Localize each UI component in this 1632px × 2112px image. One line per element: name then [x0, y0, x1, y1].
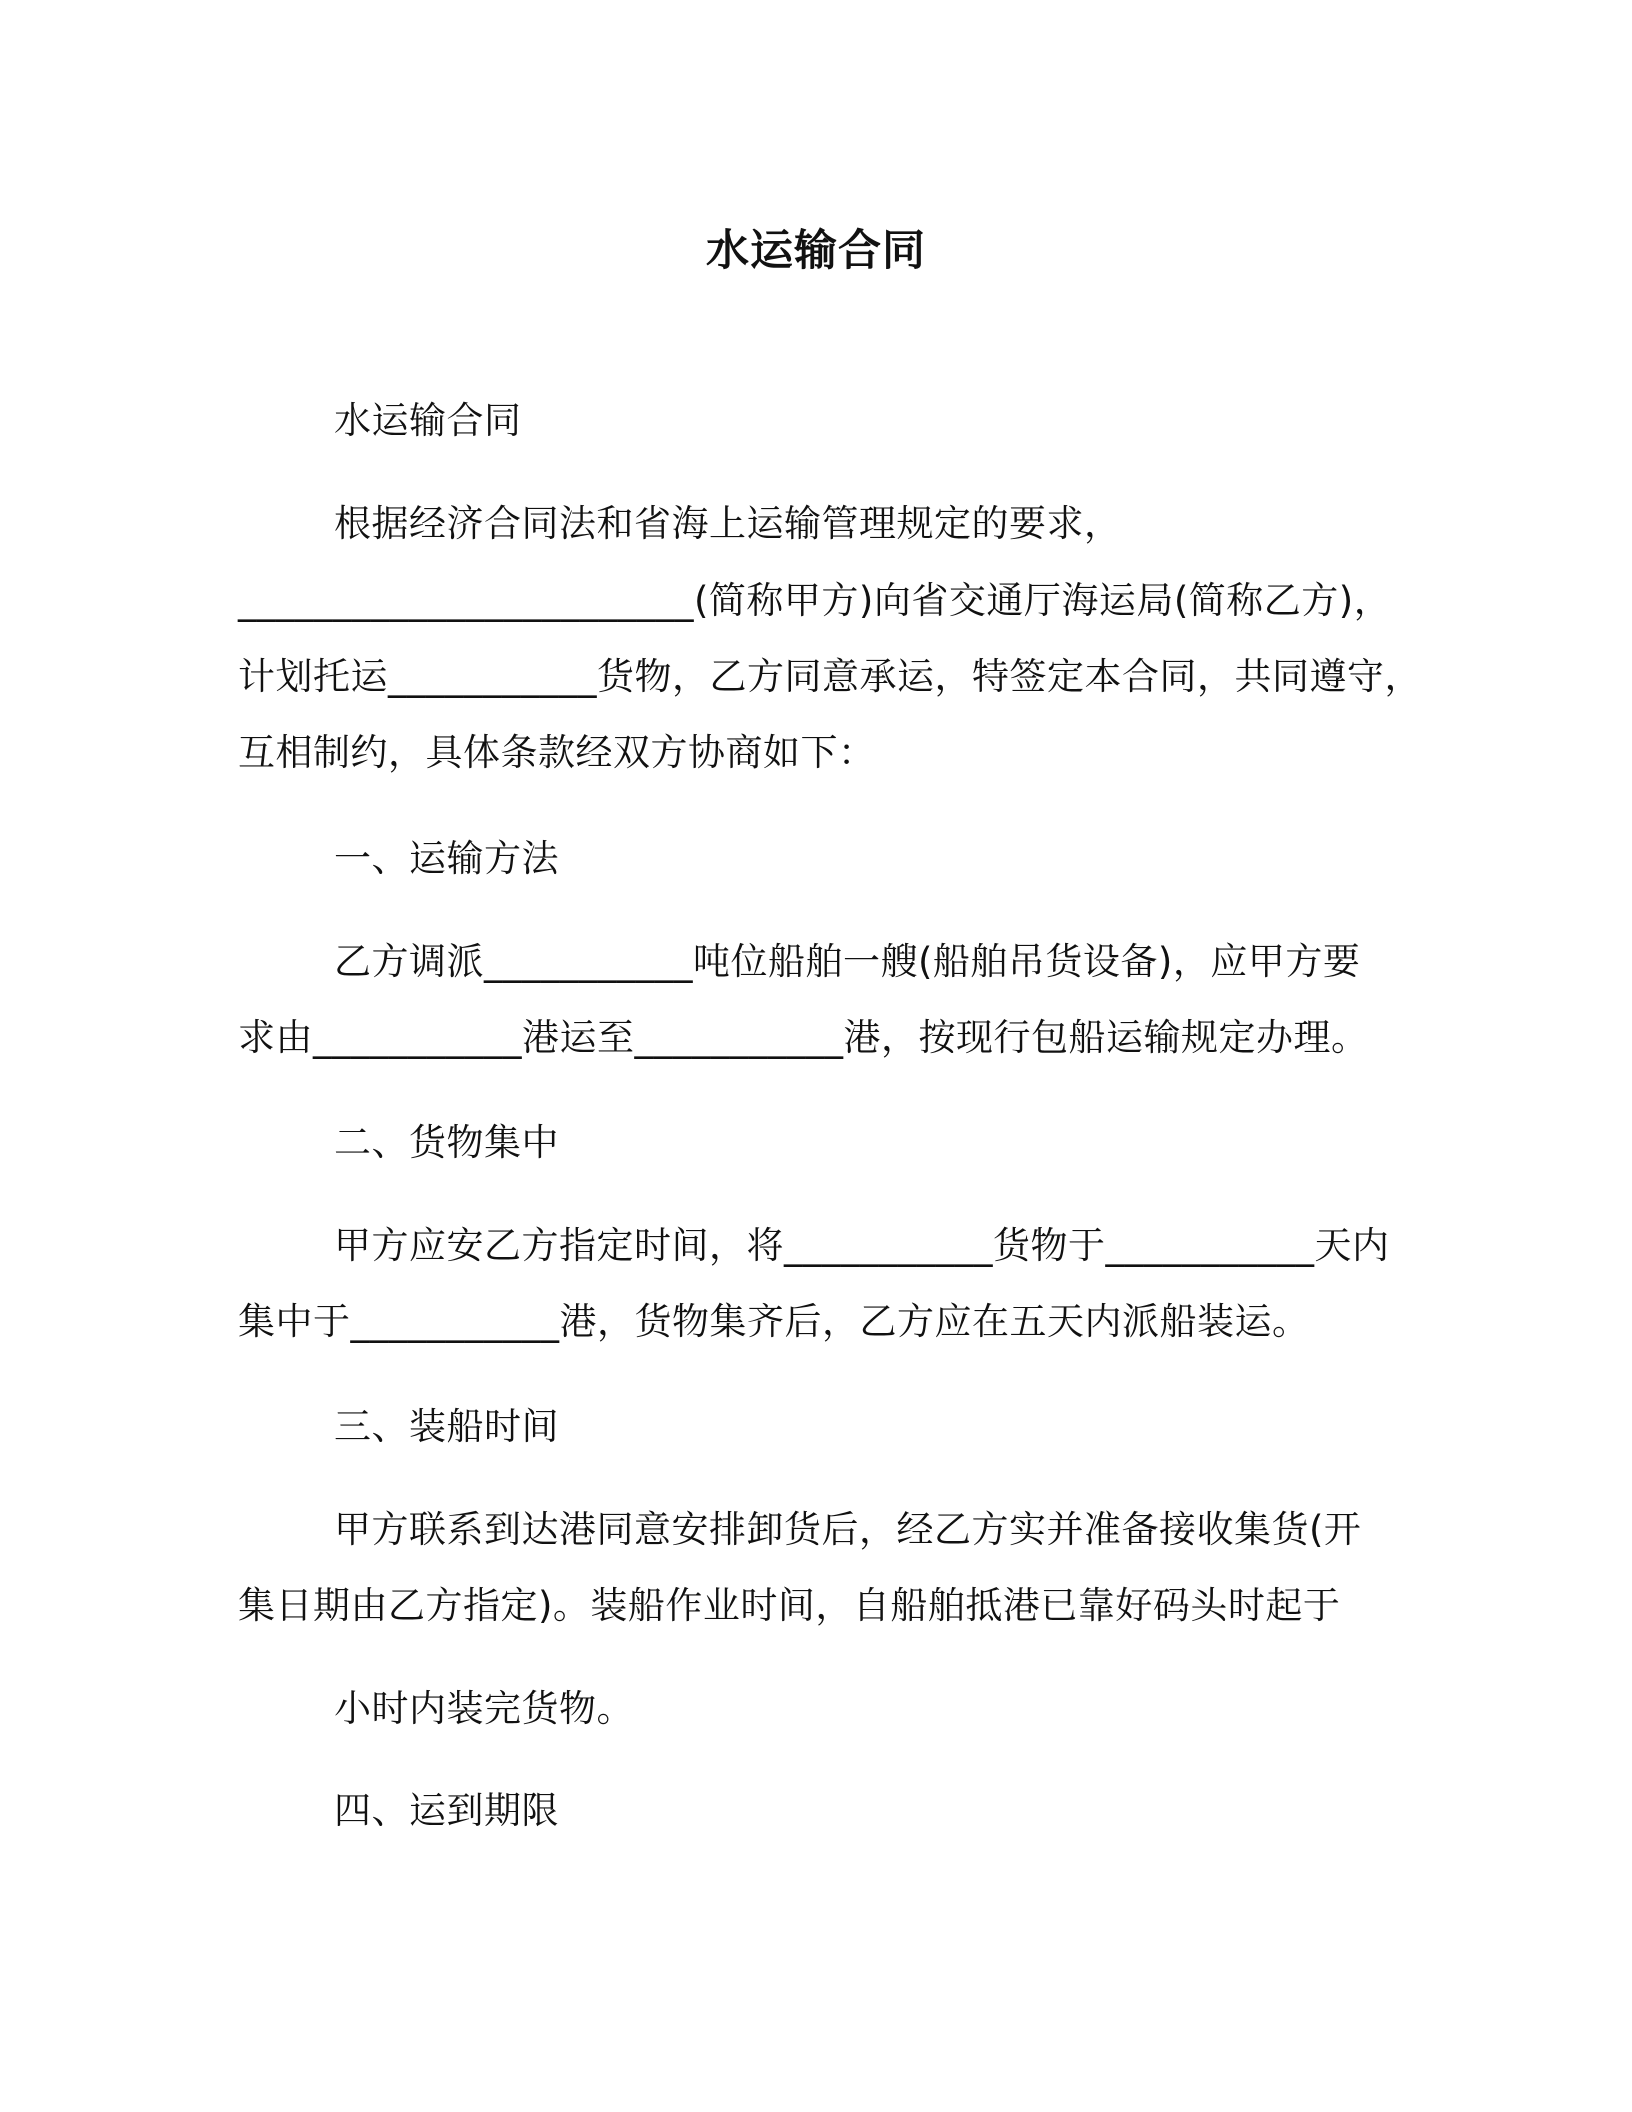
section-2-line-2: 集中于___________港，货物集齐后，乙方应在五天内派船装运。 [238, 1300, 1310, 1343]
section-3-line-1: 甲方联系到达港同意安排卸货后，经乙方实并准备接收集货(开 [334, 1508, 1362, 1551]
section-1-heading: 一、运输方法 [334, 837, 559, 880]
preamble-line-4: 互相制约，具体条款经双方协商如下： [238, 731, 876, 774]
section-2-heading: 二、货物集中 [334, 1121, 559, 1164]
intro-heading: 水运输合同 [334, 399, 522, 442]
section-2-line-1: 甲方应安乙方指定时间，将___________货物于___________天内 [334, 1224, 1390, 1267]
preamble-line-2: ________________________(简称甲方)向省交通厅海运局(简称乙方)， [238, 579, 1392, 622]
section-3-heading: 三、装船时间 [334, 1405, 559, 1448]
section-3-line-3: 小时内装完货物。 [334, 1687, 634, 1730]
section-4-heading: 四、运到期限 [334, 1789, 559, 1832]
preamble-line-1: 根据经济合同法和省海上运输管理规定的要求， [334, 502, 1122, 545]
section-1-line-1: 乙方调派___________吨位船舶一艘(船舶吊货设备)，应甲方要 [334, 940, 1361, 983]
preamble-line-3: 计划托运___________货物，乙方同意承运，特签定本合同，共同遵守， [238, 655, 1422, 698]
section-1-line-2: 求由___________港运至___________港，按现行包船运输规定办理。 [238, 1016, 1369, 1059]
section-3-line-2: 集日期由乙方指定)。装船作业时间，自船舶抵港已靠好码头时起于 [238, 1584, 1341, 1627]
document-title: 水运输合同 [706, 226, 926, 276]
